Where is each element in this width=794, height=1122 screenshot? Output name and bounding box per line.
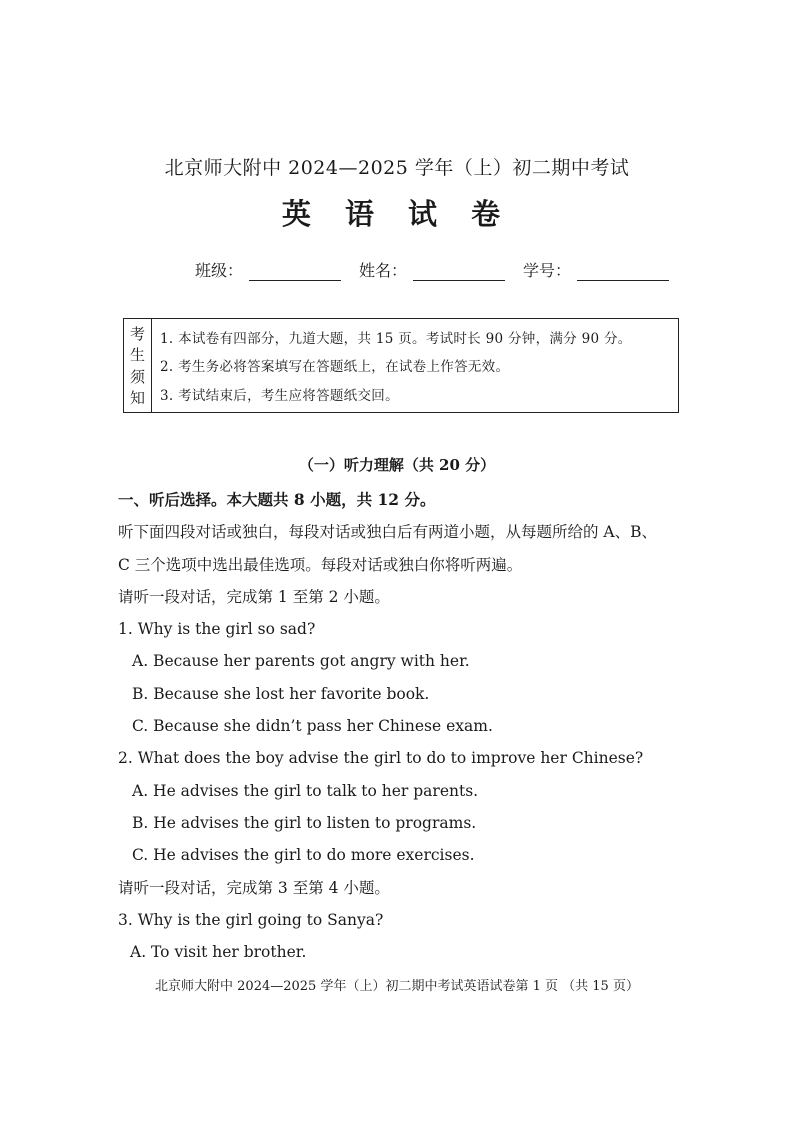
dialog-intro: 请听一段对话，完成第 3 至第 4 小题。 bbox=[118, 878, 390, 897]
notice-label bbox=[124, 319, 152, 412]
exam-title: 北京师大附中 2024—2025 学年（上）初二期中考试 bbox=[164, 157, 630, 179]
question-2-option-b: B. He advises the girl to listen to programs. bbox=[132, 813, 477, 832]
question-3: 3. Why is the girl going to Sanya? bbox=[118, 910, 384, 929]
page-footer: 北京师大附中 2024—2025 学年（上）初二期中考试英语试卷第 1 页 （共 15 页） bbox=[155, 979, 639, 994]
question-1-option-c: C. Because she didn’t pass her Chinese exam. bbox=[132, 717, 493, 736]
id-label: 学号： bbox=[523, 261, 572, 280]
name-label: 姓名： bbox=[359, 261, 408, 280]
id-blank bbox=[577, 264, 669, 281]
question-2-option-c: C. He advises the girl to do more exercises. bbox=[132, 846, 475, 865]
notice-label-char: 考 bbox=[129, 325, 145, 344]
notice-items bbox=[152, 319, 678, 412]
student-info-row bbox=[195, 258, 687, 281]
question-1-option-a: A. Because her parents got angry with her. bbox=[132, 652, 470, 671]
dialog-intro: 请听一段对话，完成第 1 至第 2 小题。 bbox=[118, 587, 390, 606]
instructions-line: 听下面四段对话或独白，每段对话或独白后有两道小题，从每题所给的 A、B、 bbox=[118, 523, 658, 542]
class-label: 班级： bbox=[195, 261, 244, 280]
section-heading: （一）听力理解（共 20 分） bbox=[298, 456, 496, 474]
section-content bbox=[118, 484, 678, 968]
question-2: 2. What does the boy advise the girl to do to improve her Chinese? bbox=[118, 749, 644, 768]
notice-label-char: 知 bbox=[129, 388, 145, 407]
question-3-option-a: A. To visit her brother. bbox=[130, 943, 307, 962]
name-field bbox=[359, 258, 505, 281]
question-1: 1. Why is the girl so sad? bbox=[118, 620, 316, 639]
notice-item: 3. 考试结束后，考生应将答题纸交回。 bbox=[160, 387, 399, 404]
notice-label-char: 须 bbox=[129, 367, 145, 386]
part-title: 一、听后选择。本大题共 8 小题，共 12 分。 bbox=[118, 490, 436, 509]
class-field bbox=[195, 258, 341, 281]
notice-item: 1. 本试卷有四部分，九道大题，共 15 页。考试时长 90 分钟，满分 90 分。 bbox=[160, 331, 632, 348]
id-field bbox=[523, 258, 669, 281]
notice-label-char: 生 bbox=[129, 346, 145, 365]
subject-title: 英 语 试 卷 bbox=[281, 197, 513, 231]
name-blank bbox=[413, 264, 505, 281]
notice-box bbox=[123, 318, 679, 413]
question-2-option-a: A. He advises the girl to talk to her parents. bbox=[132, 781, 479, 800]
instructions-line: C 三个选项中选出最佳选项。每段对话或独白你将听两遍。 bbox=[118, 555, 523, 574]
class-blank bbox=[249, 264, 341, 281]
question-1-option-b: B. Because she lost her favorite book. bbox=[132, 684, 430, 703]
notice-item: 2. 考生务必将答案填写在答题纸上，在试卷上作答无效。 bbox=[160, 359, 510, 376]
